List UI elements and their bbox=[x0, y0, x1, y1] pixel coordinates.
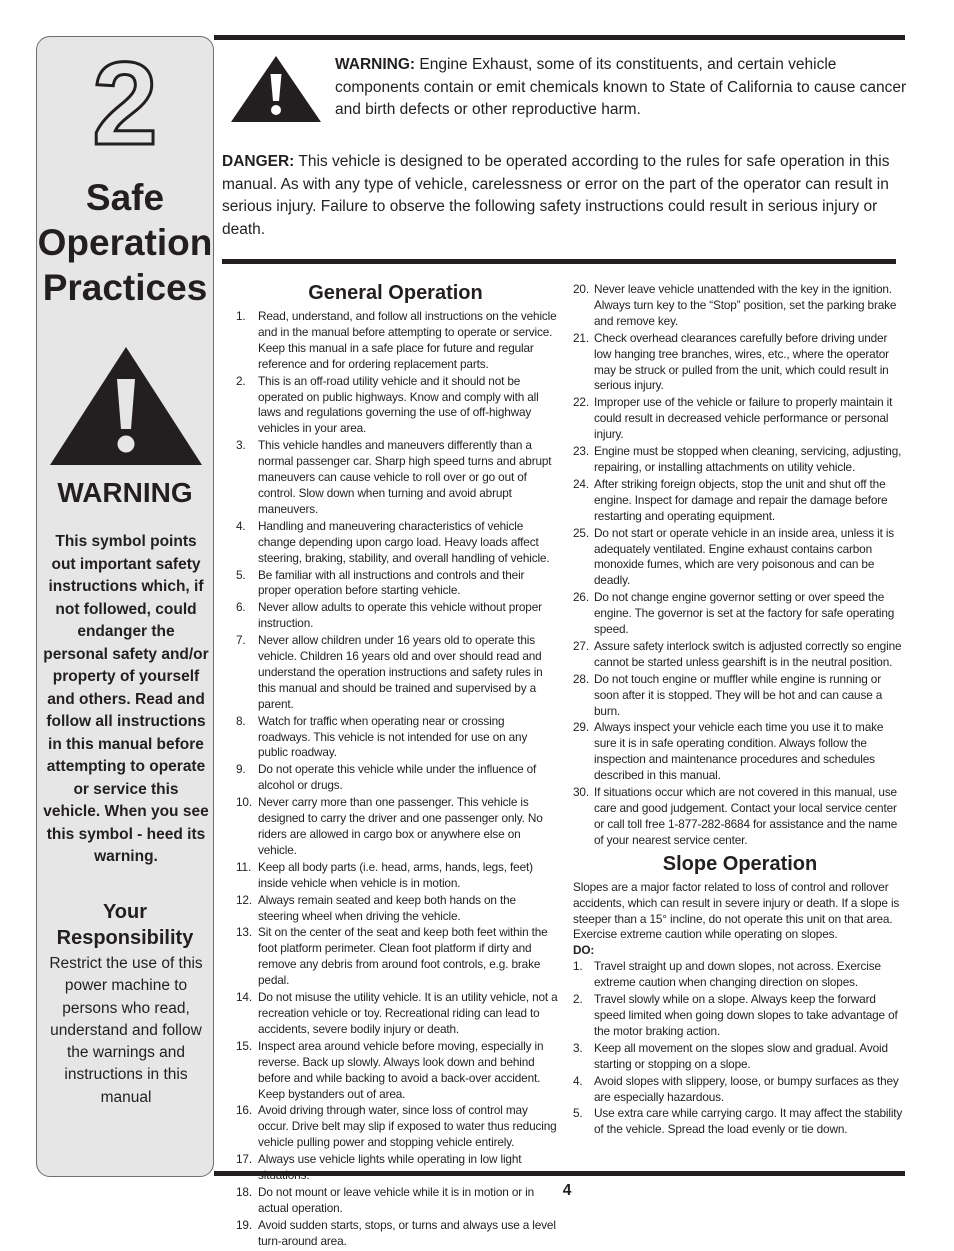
do-label: DO: bbox=[573, 943, 595, 958]
list-item-number: 4. bbox=[236, 518, 246, 533]
warning-heading: WARNING bbox=[57, 477, 193, 508]
list-item-number: 29. bbox=[573, 720, 589, 735]
list-item-number: 2. bbox=[573, 992, 583, 1007]
list-item-number: 17. bbox=[236, 1152, 252, 1167]
list-item bbox=[573, 395, 907, 443]
general-operation-list-continued bbox=[573, 282, 907, 849]
list-item bbox=[573, 959, 907, 991]
warning-symbol-explanation: This symbol points out important safety instructions which, if not followed, could endanger the personal safety and/or property of yourself and others. Read and follow all instructions in this manual before attempting to operate or service this vehicle. When you see this symbol - heed its warning. bbox=[43, 533, 209, 865]
slope-intro: Slopes are a major factor related to loss of control and rollover accidents, which can result in severe injury or death. If a slope is steeper than a 15° incline, do not operate this unit on that area. Exercise extreme caution while operating on slopes. bbox=[573, 879, 900, 942]
list-item-text: Avoid driving through water, since loss of control may occur. Drive belt may slip if exposed to water thus reducing vehicle pulling power and stopping vehicle entirely. bbox=[258, 1103, 557, 1150]
danger-text: This vehicle is designed to be operated according to the rules for safe operation in this manual. As with any type of vehicle, carelessness or error on the part of the operator can result in serious injury. Failure to observe the following safety instructions could result in serious injury or death. bbox=[222, 153, 890, 239]
list-item-text: Always remain seated and keep both hands on the steering wheel when driving the vehicle. bbox=[258, 892, 516, 923]
list-item bbox=[573, 992, 907, 1040]
list-item-number: 5. bbox=[236, 567, 246, 582]
chapter-title-line: Operation bbox=[37, 222, 213, 263]
list-item-text: Keep all movement on the slopes slow and gradual. Avoid starting or stopping on a slope. bbox=[594, 1040, 888, 1071]
chapter-title-line: Practices bbox=[42, 267, 208, 308]
list-item-number: 23. bbox=[573, 444, 589, 459]
list-item-number: 10. bbox=[236, 795, 252, 810]
list-item-text: Use extra care while carrying cargo. It may affect the stability of the vehicle. Spread the load evenly or tie down. bbox=[594, 1106, 903, 1137]
list-item-number: 15. bbox=[236, 1038, 252, 1053]
general-operation-heading: General Operation bbox=[308, 282, 483, 304]
list-item bbox=[232, 1185, 559, 1217]
list-item bbox=[573, 444, 907, 476]
chapter-number: 2 bbox=[92, 38, 158, 170]
list-item-text: Be familiar with all instructions and controls and their proper operation before starting vehicle. bbox=[258, 567, 525, 598]
list-item-number: 21. bbox=[573, 330, 589, 345]
list-item-number: 7. bbox=[236, 633, 246, 648]
list-item-text: Do not touch engine or muffler while engine is running or soon after it is stopped. They will be hot and can cause a burn. bbox=[594, 671, 883, 718]
list-item-text: Improper use of the vehicle or failure to properly maintain it could result in decreased vehicle performance or personal injury. bbox=[594, 395, 893, 442]
list-item bbox=[573, 331, 907, 395]
list-item-number: 22. bbox=[573, 395, 589, 410]
list-item-text: Avoid slopes with slippery, loose, or bumpy surfaces as they are especially hazardous. bbox=[594, 1073, 899, 1104]
list-item-text: Engine must be stopped when cleaning, servicing, adjusting, repairing, or installing attachments on utility vehicle. bbox=[594, 444, 902, 474]
right-column bbox=[573, 282, 907, 1139]
list-item-number: 3. bbox=[236, 438, 246, 453]
list-item-text: Handling and maneuvering characteristics of vehicle change depending upon cargo load. Heavy loads affect steering, braking, stability, and overall handling of vehicle. bbox=[258, 518, 550, 565]
list-item-text: Do not start or operate vehicle in an inside area, unless it is adequately ventilated. Engine exhaust contains carbon monoxide fumes, which are very poisonous and can be deadly. bbox=[594, 525, 895, 588]
list-item-number: 14. bbox=[236, 990, 252, 1005]
list-item bbox=[573, 672, 907, 720]
list-item bbox=[573, 1074, 907, 1106]
list-item-text: Watch for traffic when operating near or crossing roadways. This vehicle is not intended for use on any public roadway. bbox=[258, 713, 528, 760]
list-item-text: Assure safety interlock switch is adjusted correctly so engine cannot be started unless gearshift is in the neutral position. bbox=[594, 638, 902, 669]
list-item bbox=[232, 519, 559, 567]
list-item bbox=[573, 590, 907, 638]
list-item-text: Never leave vehicle unattended with the key in the ignition. Always turn key to the “Stop” position, set the parking brake and remove key. bbox=[594, 282, 897, 328]
responsibility-text: Restrict the use of this power machine to persons who read, understand and follow the warnings and instructions in this manual bbox=[49, 955, 203, 1106]
list-item-text: Do not misuse the utility vehicle. It is an utility vehicle, not a recreation vehicle or toy. Recreational riding can lead to accidents, severe bodily injury or death. bbox=[258, 990, 558, 1036]
list-item bbox=[232, 795, 559, 859]
list-item bbox=[232, 374, 559, 438]
slope-operation-list bbox=[573, 959, 907, 1138]
list-item bbox=[232, 990, 559, 1038]
list-item-text: Do not change engine governor setting or over speed the engine. The governor is set at the factory for safe operating speed. bbox=[594, 590, 895, 637]
warning-label: WARNING: bbox=[335, 56, 416, 73]
list-item-text: This vehicle handles and maneuvers differently than a normal passenger car. Sharp high speed turns and abrupt maneuvers can cause vehicle to roll over or go out of control. Slow down when turning and avoid abrupt maneuvers. bbox=[258, 438, 552, 516]
list-item-number: 20. bbox=[573, 282, 589, 296]
list-item-text: Travel slowly while on a slope. Always keep the forward speed limited when going down slopes to take advantage of the motor braking action. bbox=[594, 992, 898, 1038]
list-item bbox=[232, 925, 559, 989]
section-rule bbox=[222, 259, 896, 264]
list-item-text: Avoid sudden starts, stops, or turns and always use a level turn-around area. bbox=[258, 1217, 556, 1248]
responsibility-heading: Your Responsibility bbox=[56, 901, 194, 949]
list-item-number: 2. bbox=[236, 373, 246, 388]
list-item bbox=[232, 1218, 559, 1250]
list-item-text: Sit on the center of the seat and keep both feet within the foot platform perimeter. Clean foot platform if dirty and remove any debris from around foot controls, e.g. brake pedal. bbox=[258, 925, 548, 988]
general-operation-list bbox=[232, 309, 559, 1250]
danger-label: DANGER: bbox=[222, 153, 295, 170]
list-item-text: Do not mount or leave vehicle while it is in motion or in actual operation. bbox=[258, 1184, 535, 1215]
list-item-number: 13. bbox=[236, 925, 252, 940]
list-item-number: 5. bbox=[573, 1106, 583, 1121]
list-item bbox=[232, 762, 559, 794]
slope-operation-heading: Slope Operation bbox=[662, 852, 818, 875]
list-item-text: After striking foreign objects, stop the unit and shut off the engine. Inspect for damage and repair the damage before restarting and operating equipment. bbox=[594, 476, 888, 523]
list-item-number: 27. bbox=[573, 638, 589, 653]
page-number: 4 bbox=[562, 1182, 572, 1199]
list-item bbox=[573, 720, 907, 784]
warning-triangle-icon bbox=[231, 56, 321, 122]
list-item-number: 6. bbox=[236, 600, 246, 615]
list-item-text: Never allow adults to operate this vehicle without proper instruction. bbox=[258, 600, 542, 631]
list-item-text: Check overhead clearances carefully before driving under low hanging tree branches, wires, etc., where the operator may be struck or pulled from the unit, which could result in serious injury. bbox=[594, 330, 889, 393]
list-item-number: 30. bbox=[573, 785, 589, 800]
list-item-number: 1. bbox=[236, 309, 246, 323]
list-item bbox=[573, 477, 907, 525]
list-item bbox=[573, 282, 907, 330]
list-item bbox=[573, 639, 907, 671]
list-item-number: 25. bbox=[573, 525, 589, 540]
list-item-number: 4. bbox=[573, 1073, 583, 1088]
chapter-sidebar bbox=[36, 36, 214, 1177]
list-item-text: This is an off-road utility vehicle and it should not be operated on public highways. Know and comply with all laws and regulations governing the use of off-highway vehicles in your area. bbox=[258, 373, 539, 436]
list-item-text: Always use vehicle lights while operating in low light situations. bbox=[258, 1152, 522, 1183]
list-item bbox=[232, 600, 559, 632]
list-item-text: Never allow children under 16 years old to operate this vehicle. Children 16 years old and over should read and understand the operation instructions and safety rules in this manual and should be trained and supervised by a parent. bbox=[258, 633, 543, 711]
danger-notice bbox=[222, 151, 894, 242]
list-item-text: If situations occur which are not covered in this manual, use care and good judgement. Contact your local service center or call toll free 1-877-282-8684 for assistance and the name of your nearest service center. bbox=[594, 785, 898, 847]
top-rule bbox=[214, 35, 905, 40]
chapter-title bbox=[37, 175, 213, 310]
warning-text: Engine Exhaust, some of its constituents, and certain vehicle components contain or emit chemicals known to State of California to cause cancer and birth defects or other reproductive harm. bbox=[335, 56, 907, 118]
general-operation-column bbox=[232, 280, 559, 1251]
list-item bbox=[232, 1039, 559, 1103]
list-item-number: 26. bbox=[573, 590, 589, 605]
list-item-number: 16. bbox=[236, 1103, 252, 1118]
list-item bbox=[573, 785, 907, 849]
list-item-number: 28. bbox=[573, 671, 589, 686]
list-item bbox=[232, 860, 559, 892]
list-item-number: 3. bbox=[573, 1040, 583, 1055]
warning-triangle-icon bbox=[50, 347, 202, 465]
list-item bbox=[232, 438, 559, 518]
list-item-number: 11. bbox=[236, 859, 252, 874]
list-item-text: Keep all body parts (i.e. head, arms, hands, legs, feet) inside vehicle when vehicle is in motion. bbox=[258, 859, 533, 890]
list-item bbox=[232, 309, 559, 373]
list-item-text: Read, understand, and follow all instructions on the vehicle and in the manual before attempting to operate or service. Keep this manual in a safe place for future and regular reference and for ordering replacement parts. bbox=[258, 309, 557, 371]
california-warning bbox=[335, 54, 907, 122]
list-item bbox=[232, 633, 559, 713]
list-item bbox=[573, 1041, 907, 1073]
list-item-number: 12. bbox=[236, 892, 252, 907]
list-item bbox=[573, 526, 907, 590]
list-item-number: 1. bbox=[573, 959, 583, 974]
list-item-text: Always inspect your vehicle each time you use it to make sure it is in safe operating condition. Always follow the inspection and maintenance procedures and schedules described in this manual. bbox=[594, 720, 884, 783]
list-item-text: Travel straight up and down slopes, not across. Exercise extreme caution when changing direction on slopes. bbox=[594, 959, 881, 990]
chapter-title-line: Safe bbox=[85, 177, 165, 218]
list-item-text: Inspect area around vehicle before moving, especially in reverse. Back up slowly. Always look down and behind before and while backing to avoid a back-over accident. Keep bystanders out of area. bbox=[258, 1038, 544, 1101]
list-item-number: 9. bbox=[236, 762, 246, 777]
list-item bbox=[232, 714, 559, 762]
list-item bbox=[232, 568, 559, 600]
list-item-text: Do not operate this vehicle while under the influence of alcohol or drugs. bbox=[258, 762, 537, 793]
list-item-text: Never carry more than one passenger. This vehicle is designed to carry the driver and one passenger only. No riders are allowed in cargo box or anywhere else on vehicle. bbox=[258, 795, 543, 857]
list-item bbox=[232, 1103, 559, 1151]
list-item bbox=[573, 1106, 907, 1138]
list-item-number: 19. bbox=[236, 1217, 252, 1232]
list-item bbox=[232, 1152, 559, 1184]
list-item-number: 18. bbox=[236, 1184, 252, 1199]
list-item-number: 24. bbox=[573, 476, 589, 491]
list-item-number: 8. bbox=[236, 713, 246, 728]
list-item bbox=[232, 893, 559, 925]
